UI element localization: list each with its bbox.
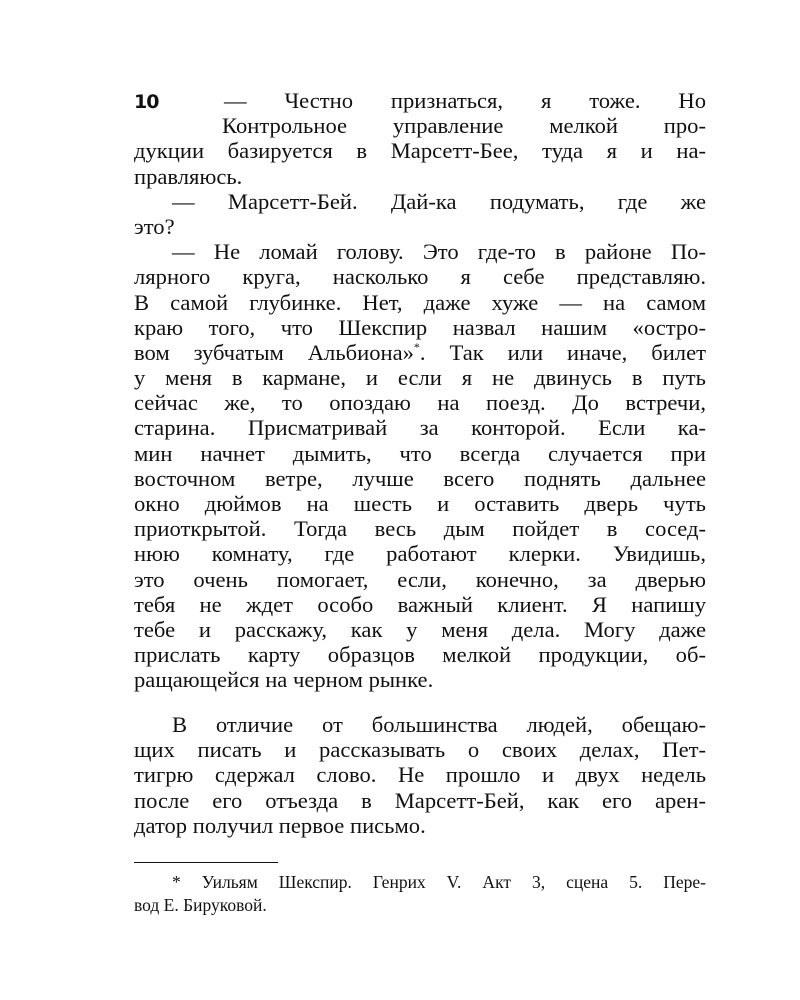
footnote-marker: * <box>413 339 420 354</box>
footnote <box>134 871 706 917</box>
text-line: щих писать и рассказывать о своих делах, Пет- <box>134 737 706 763</box>
text-line: прислать карту образцов мелкой продукции, об- <box>134 642 706 668</box>
text-line: тебе и расскажу, как у меня дела. Могу даже <box>134 616 706 642</box>
text-line: окно дюймов на шесть и оставить дверь чуть <box>134 491 706 516</box>
text-line: — Не ломай голову. Это где-то в районе По- <box>172 239 706 265</box>
text-line: — Честно признаться, я тоже. Но <box>224 88 706 113</box>
text-line: это очень помогает, если, конечно, за дверью <box>134 566 706 592</box>
footnote-line: * Уильям Шекспир. Генрих V. Акт 3, сцена 5. Пере- <box>172 872 706 892</box>
text-line: мин начнет дымить, что всегда случается при <box>134 440 706 466</box>
text-line: приоткрытой. Тогда весь дым пойдет в сосед- <box>134 516 706 542</box>
text-line: Контрольное управление мелкой про- <box>222 113 706 139</box>
text-line: это? <box>134 213 175 239</box>
text-line: В отличие от большинства людей, обещаю- <box>172 712 706 737</box>
dialogue-block <box>134 88 706 693</box>
text-line: датор получил первое письмо. <box>134 812 426 838</box>
text-line: сейчас же, то опоздаю на поезд. До встречи, <box>134 390 706 416</box>
text-fragment: вом зубчатым Альбиона» <box>134 339 414 365</box>
text-line: тигрю сдержал слово. Не прошло и двух недель <box>134 762 706 788</box>
text-line: у меня в кармане, и если я не двинусь в путь <box>134 365 706 391</box>
text-line: В самой глубинке. Нет, даже хуже — на самом <box>134 289 706 315</box>
text-line: тебя не ждет особо важный клиент. Я напишу <box>134 591 706 617</box>
page-number: 10 <box>134 91 159 113</box>
footnote-line: вод Е. Бируковой. <box>134 895 267 915</box>
text-line: нюю комнату, где работают клерки. Увидишь, <box>134 541 706 567</box>
text-line: после его отъезда в Марсетт-Бей, как его арен- <box>134 787 706 813</box>
text-line: правляюсь. <box>134 163 243 189</box>
text-fragment: . Так или иначе, билет <box>419 339 706 365</box>
text-line-with-note <box>134 340 706 365</box>
text-line: ращающейся на черном рынке. <box>134 667 434 693</box>
text-line: восточном ветре, лучше всего поднять дальнее <box>134 465 706 491</box>
text-line: краю того, что Шекспир назвал нашим «остро- <box>134 314 706 340</box>
footnote-separator <box>134 862 278 863</box>
narrative-block <box>134 712 706 838</box>
text-line: лярного круга, насколько я себе представляю. <box>134 264 706 290</box>
text-line: старина. Присматривай за конторой. Если ка- <box>134 415 706 441</box>
text-line: дукции базируется в Марсетт-Бее, туда я и на- <box>134 138 706 164</box>
text-line: — Марсетт-Бей. Дай-ка подумать, где же <box>172 188 706 214</box>
